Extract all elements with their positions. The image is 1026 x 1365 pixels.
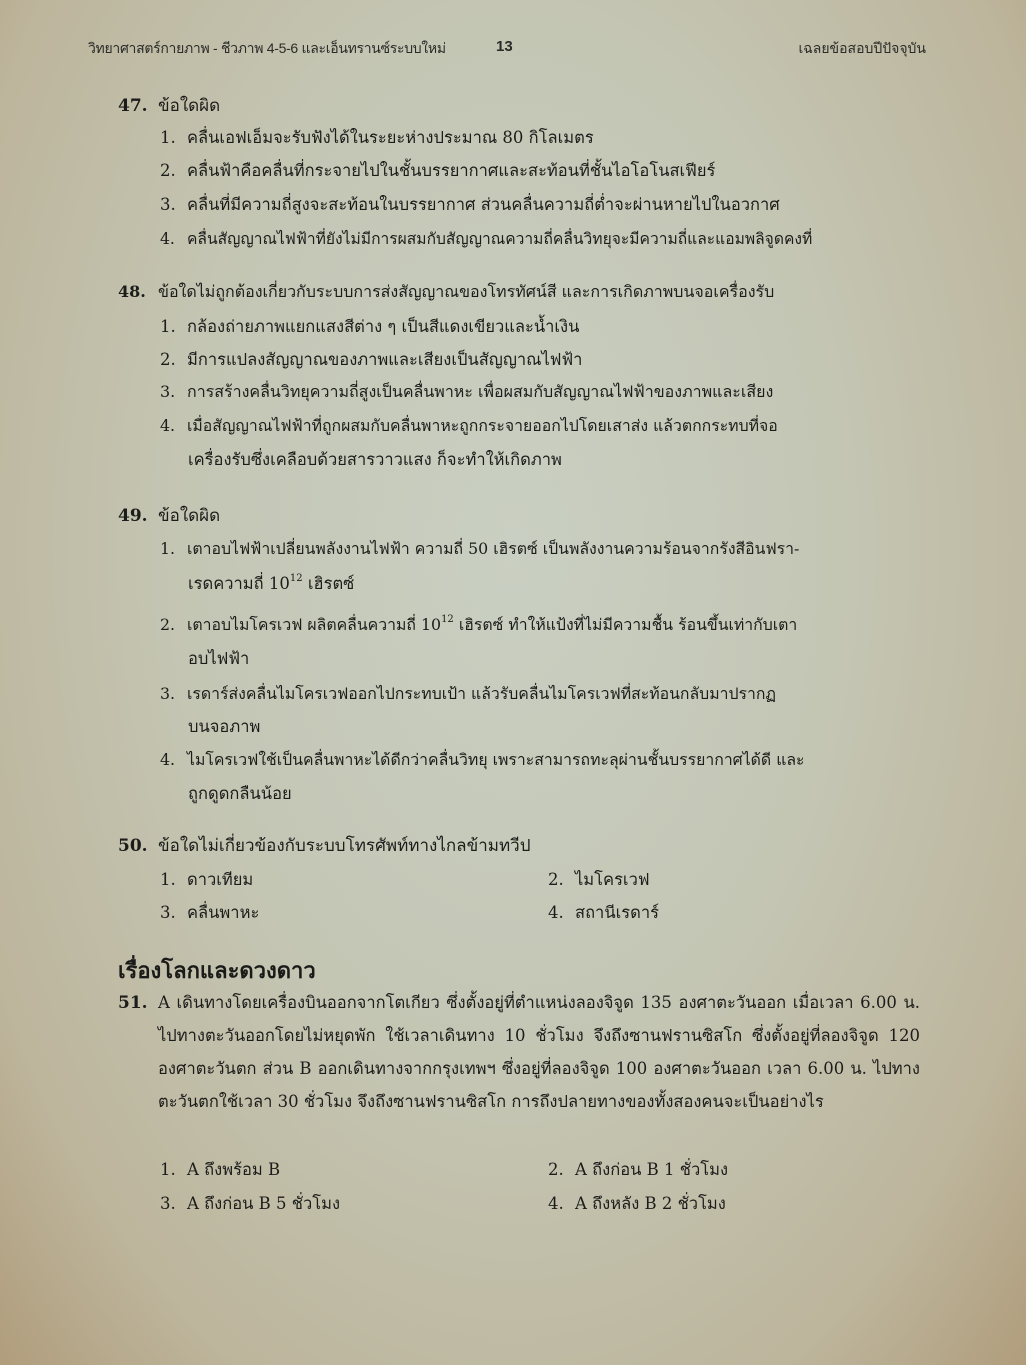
option: 3. A ถึงก่อน B 5 ชั่วโมง	[160, 1194, 341, 1213]
option: 4. เมื่อสัญญาณไฟฟ้าที่ถูกผสมกับคลื่นพาหะถูกกระจายออกไปโดยเสาส่ง แล้วตกกระทบที่จอ	[160, 416, 778, 435]
option: 1. A ถึงพร้อม B	[160, 1160, 281, 1179]
question-number: 51.	[118, 993, 148, 1013]
question-number: 49.	[118, 506, 148, 526]
option: 1. เตาอบไฟฟ้าเปลี่ยนพลังงานไฟฟ้า ความถี่ 50 เฮิรตซ์ เป็นพลังงานความร้อนจากรังสีอินฟรา-	[160, 539, 800, 558]
option: 2. คลื่นฟ้าคือคลื่นที่กระจายไปในชั้นบรรยากาศและสะท้อนที่ชั้นไอโอโนสเฟียร์	[160, 161, 716, 180]
question-47	[118, 92, 220, 119]
option: 2. มีการแปลงสัญญาณของภาพและเสียงเป็นสัญญาณไฟฟ้า	[160, 350, 583, 369]
option: 3. เรดาร์ส่งคลื่นไมโครเวฟออกไปกระทบเป้า แล้วรับคลื่นไมโครเวฟที่สะท้อนกลับมาปรากฏ	[160, 684, 777, 703]
option: 4. ไมโครเวฟใช้เป็นคลื่นพาหะได้ดีกว่าคลื่นวิทยุ เพราะสามารถทะลุผ่านชั้นบรรยากาศได้ดี และ	[160, 750, 805, 769]
option: 2. เตาอบไมโครเวฟ ผลิตคลื่นความถี่ $10^{12}$ เฮิรตซ์ ทำให้แป้งที่ไม่มีความชื้น ร้อนขึ้นเท่ากับเตา	[160, 614, 798, 634]
question-number: 50.	[118, 836, 148, 856]
option-continuation: ถูกดูดกลืนน้อย	[188, 784, 292, 803]
question-text: ข้อใดไม่ถูกต้องเกี่ยวกับระบบการส่งสัญญาณของโทรทัศน์สี และการเกิดภาพบนจอเครื่องรับ	[158, 282, 775, 301]
question-number: 47.	[118, 96, 148, 116]
option-continuation: เครื่องรับซึ่งเคลือบด้วยสารวาวแสง ก็จะทำให้เกิดภาพ	[188, 450, 562, 469]
option: 3. คลื่นที่มีความถี่สูงจะสะท้อนในบรรยากาศ ส่วนคลื่นความถี่ต่ำจะผ่านหายไปในอวกาศ	[160, 195, 780, 214]
option: 1. กล้องถ่ายภาพแยกแสงสีต่าง ๆ เป็นสีแดงเขียวและน้ำเงิน	[160, 317, 580, 336]
question-51-number	[118, 993, 158, 1013]
option: 1. คลื่นเอฟเอ็มจะรับฟังได้ในระยะห่างประมาณ 80 กิโลเมตร	[160, 128, 594, 147]
question-49	[118, 502, 220, 529]
question-text: ข้อใดผิด	[158, 506, 221, 526]
option-continuation: อบไฟฟ้า	[188, 649, 250, 668]
page-number: 13	[496, 38, 513, 55]
option: 1. ดาวเทียม	[160, 870, 254, 889]
question-text: ข้อใดไม่เกี่ยวข้องกับระบบโทรศัพท์ทางไกลข้ามทวีป	[158, 836, 531, 856]
option: 3. การสร้างคลื่นวิทยุความถี่สูงเป็นคลื่นพาหะ เพื่อผสมกับสัญญาณไฟฟ้าของภาพและเสียง	[160, 382, 774, 401]
question-48	[118, 280, 774, 305]
option: 2. ไมโครเวฟ	[548, 870, 650, 889]
option-continuation: บนจอภาพ	[188, 717, 261, 736]
question-50	[118, 832, 531, 859]
option-continuation: เรดความถี่ $10^{12}$ เฮิรตซ์	[188, 573, 355, 593]
option: 3. คลื่นพาหะ	[160, 903, 260, 922]
question-51-text: A เดินทางโดยเครื่องบินออกจากโตเกียว ซึ่งตั้งอยู่ที่ตำแหน่งลองจิจูด 135 องศาตะวันออก เมื่อเวลา 6.00 น. ไปทางตะวันออกโดยไม่หยุดพัก ใช้เวลาเดินทาง 10 ชั่วโมง จึงถึงซานฟรานซิสโก ซึ่งตั้งอยู่ที่ลองจิจูด 120 องศาตะวันตก ส่วน B ออกเดินทางจากกรุงเทพฯ ซึ่งอยู่ที่ลองจิจูด 100 องศาตะวันออก เวลา 6.00 น. ไปทางตะวันตกใช้เวลา 30 ชั่วโมง จึงถึงซานฟรานซิสโก การถึงปลายทางของทั้งสองคนจะเป็นอย่างไร	[158, 993, 920, 1111]
option: 2. A ถึงก่อน B 1 ชั่วโมง	[548, 1160, 729, 1179]
question-number: 48.	[118, 282, 146, 301]
option: 4. คลื่นสัญญาณไฟฟ้าที่ยังไม่มีการผสมกับสัญญาณความถี่คลื่นวิทยุจะมีความถี่และแอมพลิจูดคงที่	[160, 230, 813, 248]
header-section-title: เฉลยข้อสอบปีปัจจุบัน	[798, 40, 926, 56]
option: 4. สถานีเรดาร์	[548, 903, 659, 922]
header-book-title: วิทยาศาสตร์กายภาพ - ชีวภาพ 4-5-6 และเอ็นทรานซ์ระบบใหม่	[88, 40, 446, 56]
running-header	[88, 38, 926, 60]
section-heading: เรื่องโลกและดวงดาว	[118, 958, 316, 984]
question-text: ข้อใดผิด	[158, 96, 221, 116]
option: 4. A ถึงหลัง B 2 ชั่วโมง	[548, 1194, 726, 1213]
